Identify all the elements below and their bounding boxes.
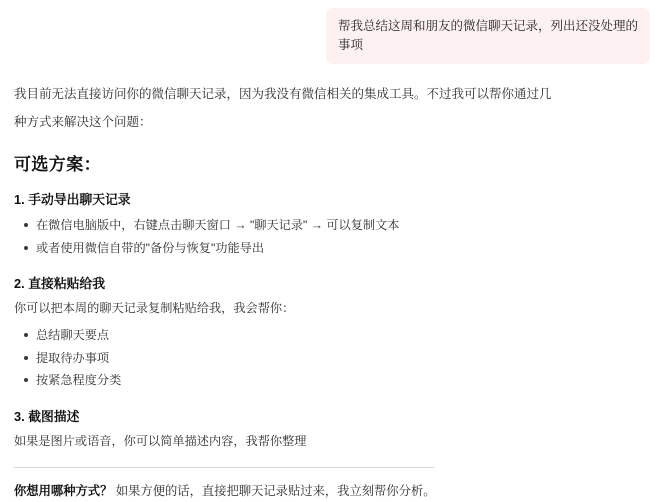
closing-paragraph [14, 480, 638, 502]
option-1-bullet-list [14, 214, 638, 259]
assistant-intro-line-2: 种方式来解决这个问题： [14, 110, 574, 134]
assistant-intro-line-1: 我目前无法直接访问你的微信聊天记录，因为我没有微信相关的集成工具。不过我可以帮你通过几 [14, 82, 574, 106]
option-2-heading: 2. 直接粘贴给我 [14, 273, 638, 292]
list-item: 总结聊天要点 [36, 324, 638, 347]
user-message-row [0, 0, 660, 64]
option-3-description: 如果是图片或语音，你可以简单描述内容，我帮你整理 [14, 431, 638, 453]
list-item: 按紧急程度分类 [36, 369, 638, 392]
assistant-message [0, 64, 660, 502]
closing-question: 你想用哪种方式？ [14, 484, 112, 498]
list-item: 提取待办事项 [36, 347, 638, 370]
list-item: 或者使用微信自带的"备份与恢复"功能导出 [36, 237, 638, 260]
user-message-bubble: 帮我总结这周和朋友的微信聊天记录，列出还没处理的事项 [326, 8, 650, 64]
options-section-title: 可选方案： [14, 150, 638, 175]
closing-text: 如果方便的话，直接把聊天记录贴过来，我立刻帮你分析。 [116, 484, 436, 498]
section-divider [14, 467, 434, 468]
option-3-heading: 3. 截图描述 [14, 406, 638, 425]
option-2-bullet-list [14, 324, 638, 392]
option-1-heading: 1. 手动导出聊天记录 [14, 189, 638, 208]
option-2-description: 你可以把本周的聊天记录复制粘贴给我，我会帮你： [14, 298, 638, 320]
list-item: 在微信电脑版中，右键点击聊天窗口 → "聊天记录" → 可以复制文本 [36, 214, 638, 237]
